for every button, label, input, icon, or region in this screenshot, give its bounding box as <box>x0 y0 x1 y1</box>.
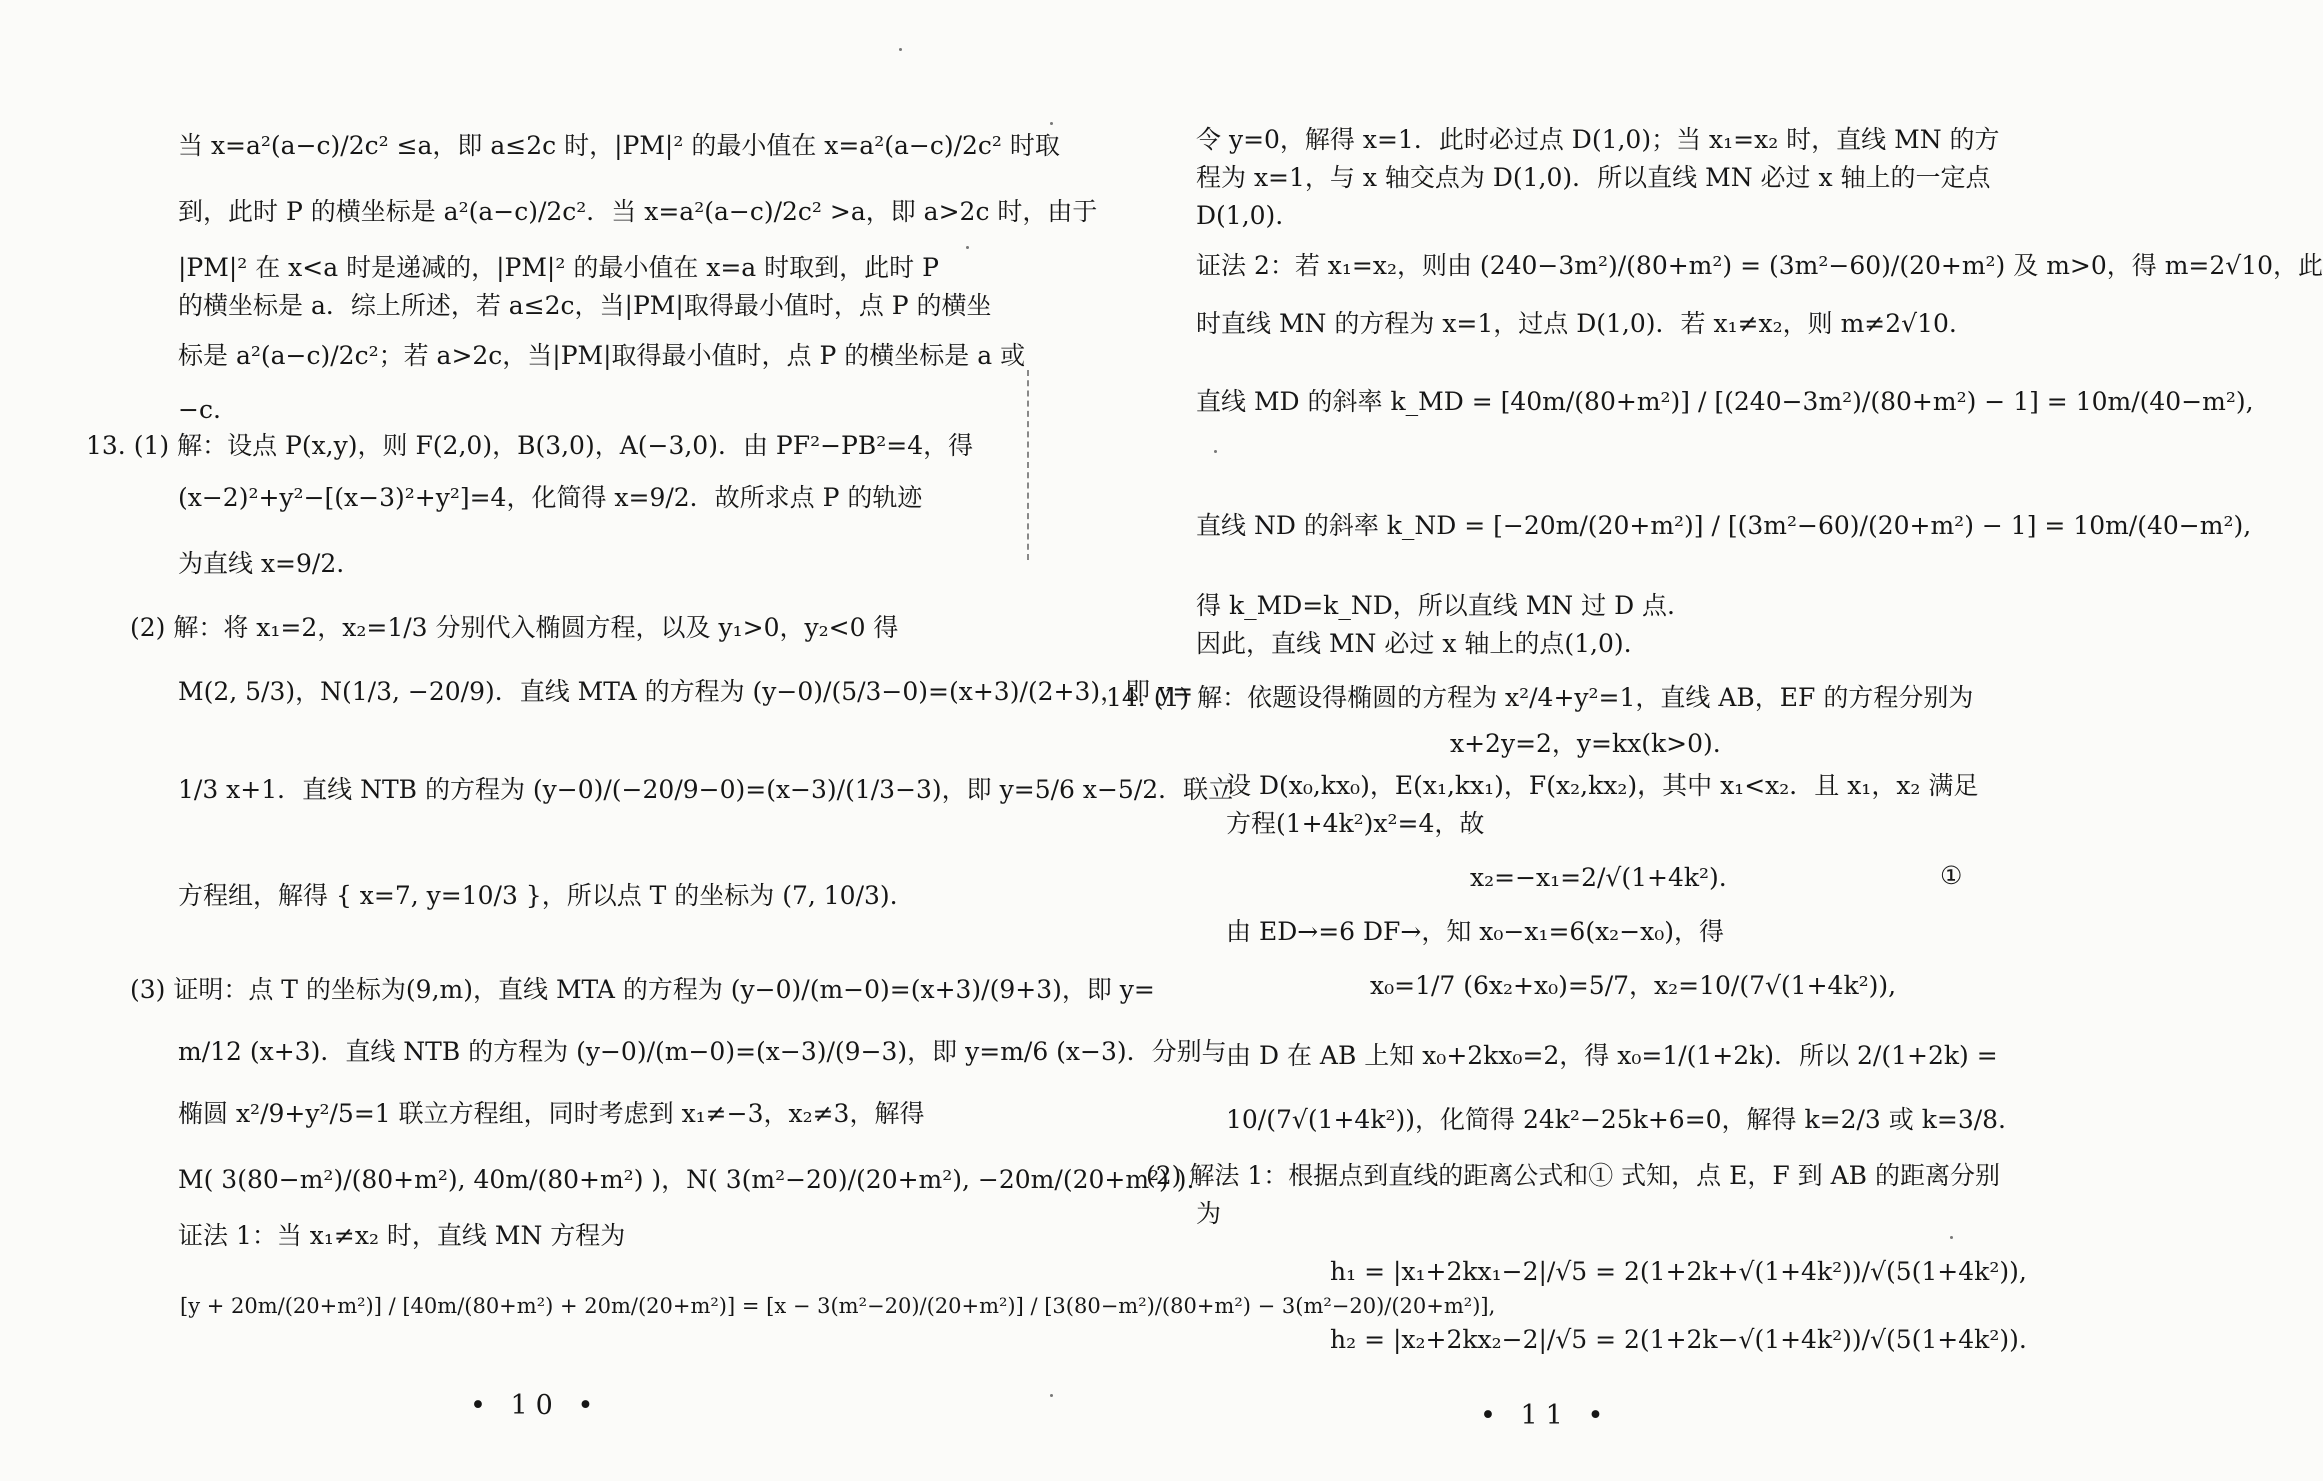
right-page <box>1030 0 2323 1481</box>
text-line: −c. <box>178 395 221 424</box>
problem-13-part-2: (2) 解：将 x₁=2，x₂=1/3 分别代入椭圆方程，以及 y₁>0，y₂<0 得 <box>130 613 899 642</box>
text-line: 到，此时 P 的横坐标是 a²(a−c)/2c²．当 x=a²(a−c)/2c² >a，即 a>2c 时，由于 <box>178 197 1098 226</box>
text-line: 标是 a²(a−c)/2c²；若 a>2c，当|PM|取得最小值时，点 P 的横坐标是 a 或 <box>178 341 1026 370</box>
text-line: |PM|² 在 x<a 时是递减的，|PM|² 的最小值在 x=a 时取到，此时 P <box>178 253 939 282</box>
equation: h₁ = |x₁+2kx₁−2|/√5 = 2(1+2k+√(1+4k²))/√(5(1+4k²)), <box>1330 1257 2027 1286</box>
text-line: 由 D 在 AB 上知 x₀+2kx₀=2，得 x₀=1/(1+2k)．所以 2/(1+2k) = <box>1226 1041 1998 1070</box>
text-line: 因此，直线 MN 必过 x 轴上的点(1,0). <box>1196 629 1632 658</box>
text-line: 得 k_MD=k_ND，所以直线 MN 过 D 点. <box>1196 591 1676 620</box>
equation-marker: ① <box>1940 861 1963 890</box>
text-line: 1/3 x+1．直线 NTB 的方程为 (y−0)/(−20/9−0)=(x−3)/(1/3−3)，即 y=5/6 x−5/2．联立 <box>178 775 1234 804</box>
text-line: 由 ED→=6 DF→，知 x₀−x₁=6(x₂−x₀)，得 <box>1226 917 1725 946</box>
problem-14-part-1: 14. (1) 解：依题设得椭圆的方程为 x²/4+y²=1，直线 AB，EF 的方程分别为 <box>1106 683 1974 712</box>
scan-speck <box>899 48 902 51</box>
equation: h₂ = |x₂+2kx₂−2|/√5 = 2(1+2k−√(1+4k²))/√(5(1+4k²)). <box>1330 1325 2027 1354</box>
text-line: 为直线 x=9/2. <box>178 549 345 578</box>
text-line: M(2, 5/3)，N(1/3, −20/9)．直线 MTA 的方程为 (y−0)/(5/3−0)=(x+3)/(2+3)，即 y= <box>178 677 1194 706</box>
text-line: 证法 1：当 x₁≠x₂ 时，直线 MN 方程为 <box>178 1221 626 1250</box>
text-line: 时直线 MN 的方程为 x=1，过点 D(1,0)．若 x₁≠x₂，则 m≠2√10. <box>1196 309 1957 338</box>
text-line: 的横坐标是 a．综上所述，若 a≤2c，当|PM|取得最小值时，点 P 的横坐 <box>178 291 992 320</box>
text-line: D(1,0). <box>1196 201 1284 230</box>
problem-14-part-2: (2) 解法 1：根据点到直线的距离公式和① 式知，点 E，F 到 AB 的距离分别 <box>1146 1161 2000 1190</box>
page-number: • 10 • <box>470 1390 602 1421</box>
text-line: 椭圆 x²/9+y²/5=1 联立方程组，同时考虑到 x₁≠−3，x₂≠3，解得 <box>178 1099 925 1128</box>
text-line: 直线 MD 的斜率 k_MD = [40m/(80+m²)] / [(240−3m²)/(80+m²) − 1] = 10m/(40−m²), <box>1196 387 2254 416</box>
problem-13-part-3: (3) 证明：点 T 的坐标为(9,m)，直线 MTA 的方程为 (y−0)/(m−0)=(x+3)/(9+3)，即 y= <box>130 975 1155 1004</box>
text-line: 方程组，解得 { x=7, y=10/3 }，所以点 T 的坐标为 (7, 10/3). <box>178 881 898 910</box>
equation: x+2y=2，y=kx(k>0). <box>1450 729 1721 758</box>
page-number: • 11 • <box>1480 1400 1612 1431</box>
text-line: m/12 (x+3)．直线 NTB 的方程为 (y−0)/(m−0)=(x−3)/(9−3)，即 y=m/6 (x−3)．分别与 <box>178 1037 1227 1066</box>
text-line: 令 y=0，解得 x=1．此时必过点 D(1,0)；当 x₁=x₂ 时，直线 MN 的方 <box>1196 125 2000 154</box>
text-line: 10/(7√(1+4k²))，化简得 24k²−25k+6=0，解得 k=2/3 或 k=3/8. <box>1226 1105 2007 1134</box>
text-line: 证法 2：若 x₁=x₂，则由 (240−3m²)/(80+m²) = (3m²−60)/(20+m²) 及 m>0，得 m=2√10，此 <box>1196 251 2323 280</box>
text-line: 设 D(x₀,kx₀)，E(x₁,kx₁)，F(x₂,kx₂)，其中 x₁<x₂．且 x₁，x₂ 满足 <box>1226 771 1979 800</box>
text-line: 方程(1+4k²)x²=4，故 <box>1226 809 1485 838</box>
equation: x₂=−x₁=2/√(1+4k²). <box>1470 863 1727 892</box>
text-line: 直线 ND 的斜率 k_ND = [−20m/(20+m²)] / [(3m²−60)/(20+m²) − 1] = 10m/(40−m²), <box>1196 511 2252 540</box>
text-line: 当 x=a²(a−c)/2c² ≤a，即 a≤2c 时，|PM|² 的最小值在 x=a²(a−c)/2c² 时取 <box>178 131 1060 160</box>
text-line: 程为 x=1，与 x 轴交点为 D(1,0)．所以直线 MN 必过 x 轴上的一定点 <box>1196 163 1991 192</box>
text-line: M( 3(80−m²)/(80+m²), 40m/(80+m²) )，N( 3(m²−20)/(20+m²), −20m/(20+m²) ). <box>178 1165 1195 1194</box>
text-line: 为 <box>1196 1199 1222 1228</box>
equation: [y + 20m/(20+m²)] / [40m/(80+m²) + 20m/(20+m²)] = [x − 3(m²−20)/(20+m²)] / [3(80−m²)/(80+m²) − 3(m²−20)/(20+m²)], <box>180 1294 1496 1318</box>
text-line: (x−2)²+y²−[(x−3)²+y²]=4，化简得 x=9/2．故所求点 P 的轨迹 <box>178 483 923 512</box>
scan-speck <box>966 246 969 249</box>
equation: x₀=1/7 (6x₂+x₀)=5/7，x₂=10/(7√(1+4k²)), <box>1370 971 1897 1000</box>
problem-13-part-1: 13. (1) 解：设点 P(x,y)，则 F(2,0)，B(3,0)，A(−3,0)．由 PF²−PB²=4，得 <box>86 431 974 460</box>
